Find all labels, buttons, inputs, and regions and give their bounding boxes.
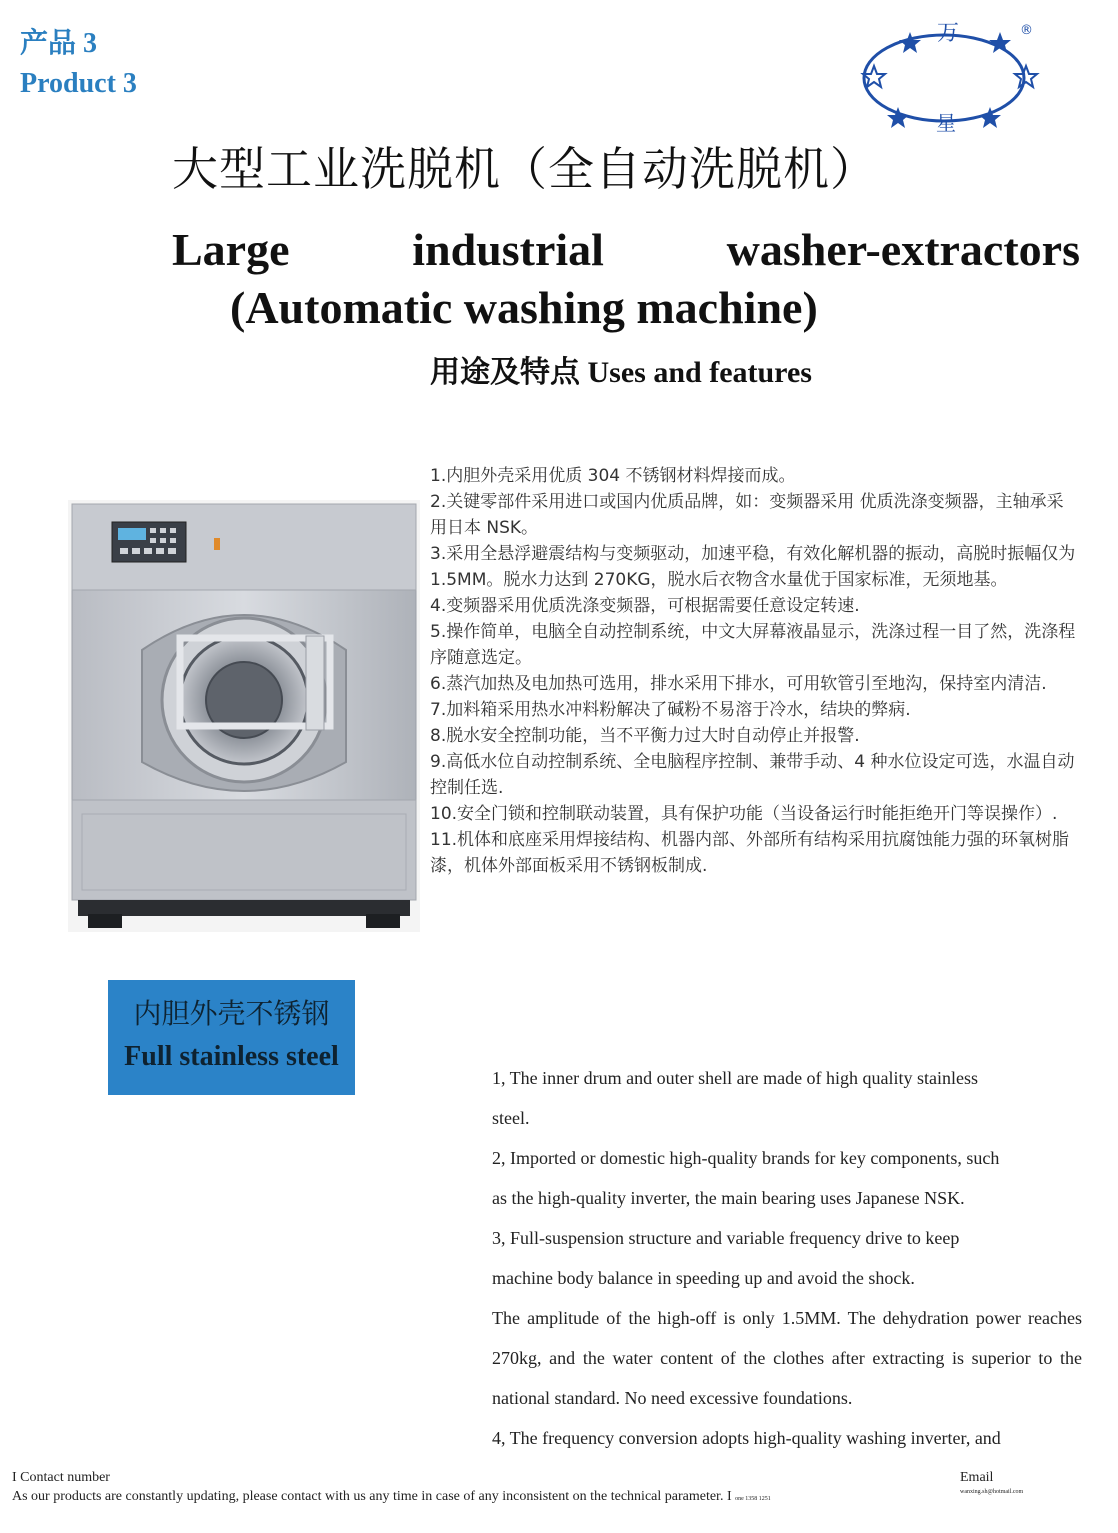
footer-email: [960, 1468, 1110, 1497]
features-cn-list: [430, 463, 1080, 879]
feature-cn-item: 8.脱水安全控制功能，当不平衡力过大时自动停止并报警.: [430, 726, 860, 746]
feature-en-line: as the high-quality inverter, the main bearing uses Japanese NSK.: [492, 1188, 965, 1208]
logo-char-bottom: 星: [936, 111, 956, 133]
feature-en-line: The amplitude of the high-off is only 1.5MM. The dehydration power reaches 270kg, and the water content of the clothes after extracting is superior to the national standard. No need excessive foundations.: [492, 1308, 1082, 1408]
product-label-cn: 产品 3: [20, 28, 98, 59]
stainless-steel-badge: [108, 980, 355, 1095]
footer-notice: [12, 1487, 942, 1509]
feature-cn-item: 9.高低水位自动控制系统、全电脑程序控制、兼带手动、4 种水位设定可选，水温自动控制任选.: [430, 752, 1075, 798]
badge-en: Full stainless steel: [124, 1041, 339, 1072]
feature-en-line: machine body balance in speeding up and avoid the shock.: [492, 1268, 915, 1288]
logo-registered-mark: ®: [1020, 23, 1033, 38]
feature-cn-item: 10.安全门锁和控制联动装置，具有保护功能（当设备运行时能拒绝开门等误操作）.: [430, 804, 1058, 824]
title-en-word-3: washer-extractors: [726, 224, 1080, 275]
footer-phone: one 1358 1251: [735, 1496, 771, 1502]
feature-cn-item: 4.变频器采用优质洗涤变频器，可根据需要任意设定转速.: [430, 596, 860, 616]
feature-cn-item: 5.操作简单，电脑全自动控制系统，中文大屏幕液晶显示，洗涤过程一目了然，洗涤程序随意选定。: [430, 622, 1076, 668]
title-en-line1: [172, 222, 1080, 278]
product-label: [20, 24, 137, 104]
product-label-en: Product 3: [20, 68, 137, 99]
feature-en-line: steel.: [492, 1108, 530, 1128]
feature-cn-item: 11.机体和底座采用焊接结构、机器内部、外部所有结构采用抗腐蚀能力强的环氧树脂漆，机体外部面板采用不锈钢板制成.: [430, 830, 1070, 876]
features-en-list: [492, 1058, 1082, 1458]
feature-cn-item: 2.关键零部件采用进口或国内优质品牌，如：变频器采用 优质洗涤变频器，主轴承采用日本 NSK。: [430, 492, 1064, 538]
title-cn: 大型工业洗脱机（全自动洗脱机）: [172, 142, 877, 196]
feature-en-line: 3, Full-suspension structure and variable frequency drive to keep: [492, 1228, 960, 1248]
title-en-line2: (Automatic washing machine): [230, 282, 818, 333]
badge-cn: 内胆外壳不锈钢: [133, 997, 330, 1030]
logo-char-top: 万: [936, 21, 960, 46]
email-label: Email: [960, 1470, 994, 1485]
feature-cn-item: 7.加料箱采用热水冲料粉解决了碱粉不易溶于冷水，结块的弊病.: [430, 700, 911, 720]
feature-en-line: 2, Imported or domestic high-quality brands for key components, such: [492, 1148, 1000, 1168]
feature-cn-item: 1.内胆外壳采用优质 304 不锈钢材料焊接而成。: [430, 466, 796, 486]
footer-contact: [12, 1468, 942, 1509]
title-en-word-2: industrial: [412, 224, 604, 275]
feature-cn-item: 6.蒸汽加热及电加热可选用，排水采用下排水，可用软管引至地沟，保持室内清洁.: [430, 674, 1047, 694]
feature-en-line: 4, The frequency conversion adopts high-quality washing inverter, and: [492, 1428, 1001, 1448]
section-subtitle: 用途及特点 Uses and features: [430, 356, 812, 389]
feature-cn-item: 3.采用全悬浮避震结构与变频驱动，加速平稳，有效化解机器的振动，高脱时振幅仅为 1.5MM。脱水力达到 270KG，脱水后衣物含水量优于国家标准，无须地基。: [430, 544, 1076, 590]
contact-label: I Contact number: [12, 1470, 110, 1485]
title-en-word-1: Large: [172, 224, 290, 275]
star-ring-logo-icon: [858, 18, 1048, 133]
footer-notice-text: As our products are constantly updating, please contact with us any time in case of any inconsistent on the technical parameter. I: [12, 1489, 732, 1504]
feature-en-line: 1, The inner drum and outer shell are made of high quality stainless: [492, 1068, 979, 1088]
washer-extractor-image: [68, 500, 420, 932]
email-address: wanxing.sh@hotmail.com: [960, 1489, 1024, 1495]
